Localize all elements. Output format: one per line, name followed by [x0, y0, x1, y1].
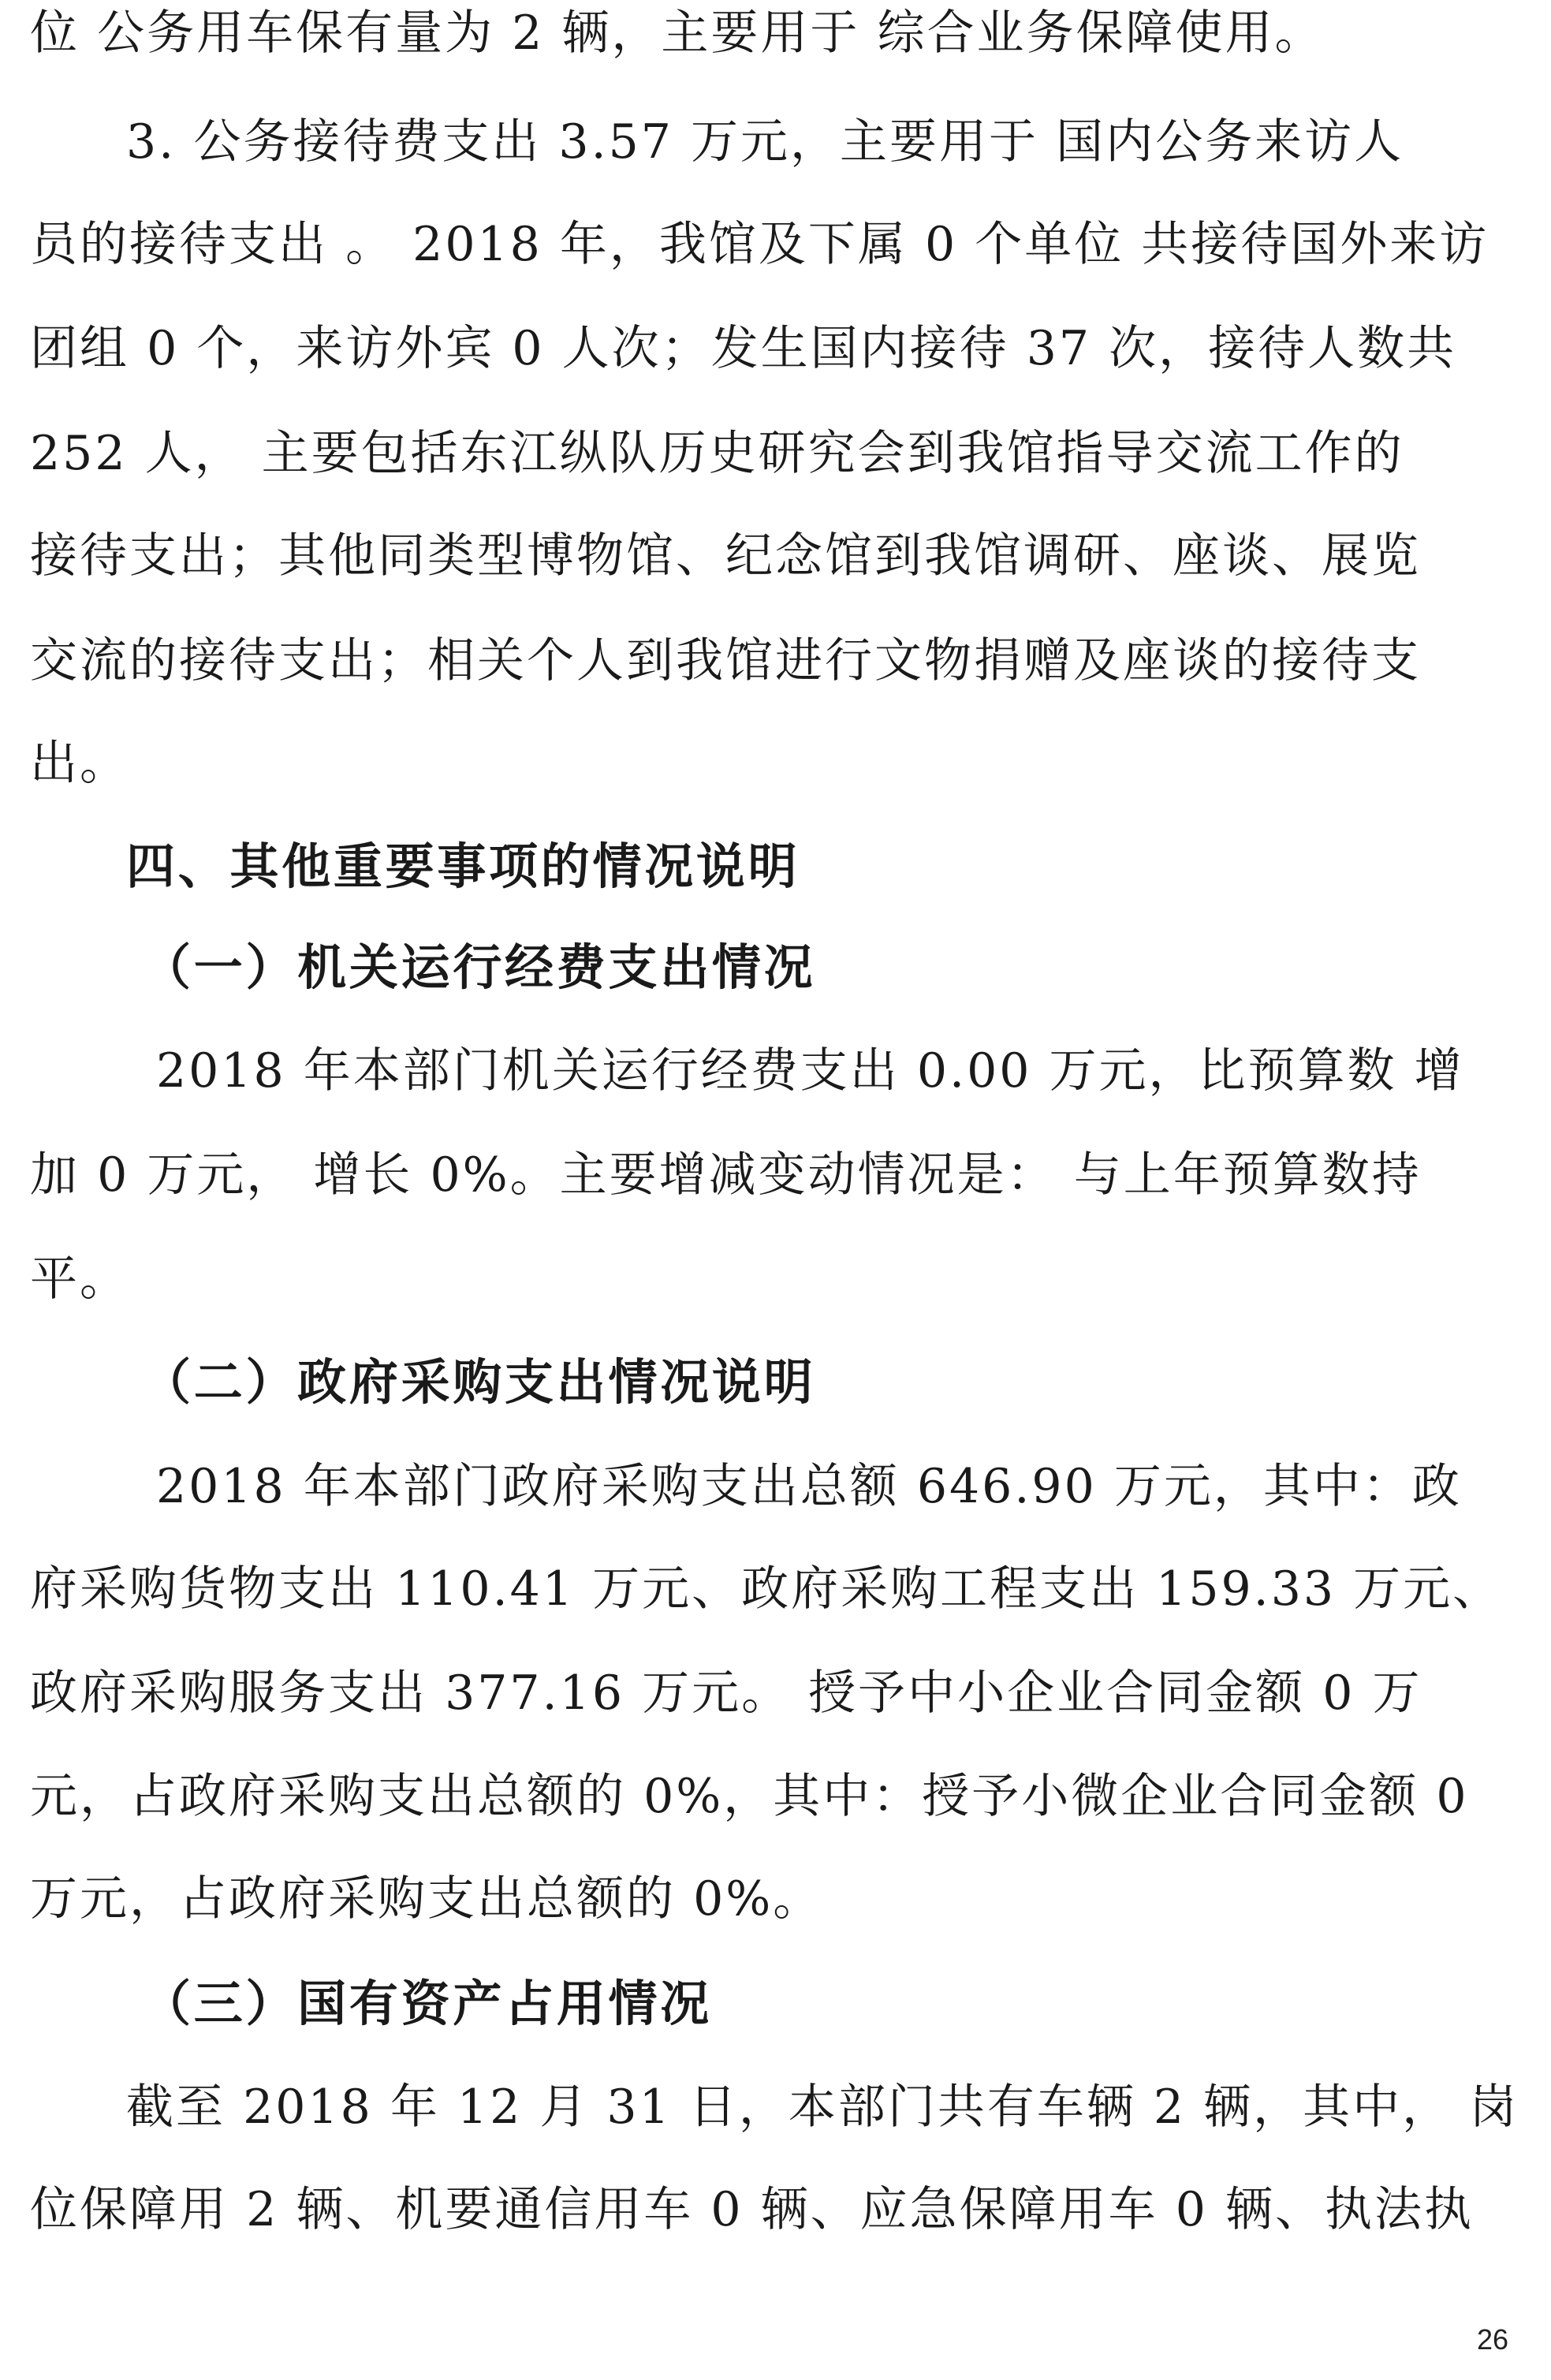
section-heading-4: 四、其他重要事项的情况说明	[126, 837, 800, 895]
text-line-17: 政府采购服务支出 377.16 万元。 授予中小企业合同金额 0 万	[30, 1666, 1422, 1721]
text-line-12: 加 0 万元， 增长 0%。主要增减变动情况是： 与上年预算数持	[30, 1147, 1422, 1203]
text-line-11: 2018 年本部门机关运行经费支出 0.00 万元，比预算数 增	[156, 1043, 1464, 1099]
text-line-16: 府采购货物支出 110.41 万元、政府采购工程支出 159.33 万元、	[30, 1561, 1503, 1617]
subsection-heading-3: （三）国有资产占用情况	[142, 1975, 712, 2032]
text-line-7: 交流的接待支出；相关个人到我馆进行文物捐赠及座谈的接待支	[30, 633, 1421, 688]
text-line-15: 2018 年本部门政府采购支出总额 646.90 万元，其中：政	[156, 1459, 1462, 1514]
text-line-2: 3. 公务接待费支出 3.57 万元，主要用于 国内公务来访人	[126, 114, 1404, 170]
text-line-19: 万元，占政府采购支出总额的 0%。	[30, 1871, 823, 1927]
text-line-1: 位 公务用车保有量为 2 辆，主要用于 综合业务保障使用。	[30, 6, 1325, 61]
text-line-5: 252 人， 主要包括东江纵队历史研究会到我馆指导交流工作的	[30, 426, 1404, 481]
text-line-3: 员的接待支出 。 2018 年，我馆及下属 0 个单位 共接待国外来访	[30, 217, 1489, 272]
text-line-4: 团组 0 个，来访外宾 0 人次；发生国内接待 37 次，接待人数共	[30, 321, 1457, 376]
subsection-heading-2: （二）政府采购支出情况说明	[142, 1353, 816, 1411]
page-number: 26	[1476, 2323, 1508, 2356]
subsection-heading-1: （一）机关运行经费支出情况	[142, 938, 816, 996]
text-line-8: 出。	[30, 736, 129, 791]
text-line-21: 截至 2018 年 12 月 31 日，本部门共有车辆 2 辆，其中， 岗	[126, 2080, 1519, 2135]
text-line-18: 元，占政府采购支出总额的 0%，其中：授予小微企业合同金额 0	[30, 1769, 1469, 1824]
text-line-6: 接待支出；其他同类型博物馆、纪念馆到我馆调研、座谈、展览	[30, 528, 1421, 584]
text-line-13: 平。	[30, 1252, 129, 1307]
text-line-22: 位保障用 2 辆、机要通信用车 0 辆、应急保障用车 0 辆、执法执	[30, 2182, 1474, 2237]
